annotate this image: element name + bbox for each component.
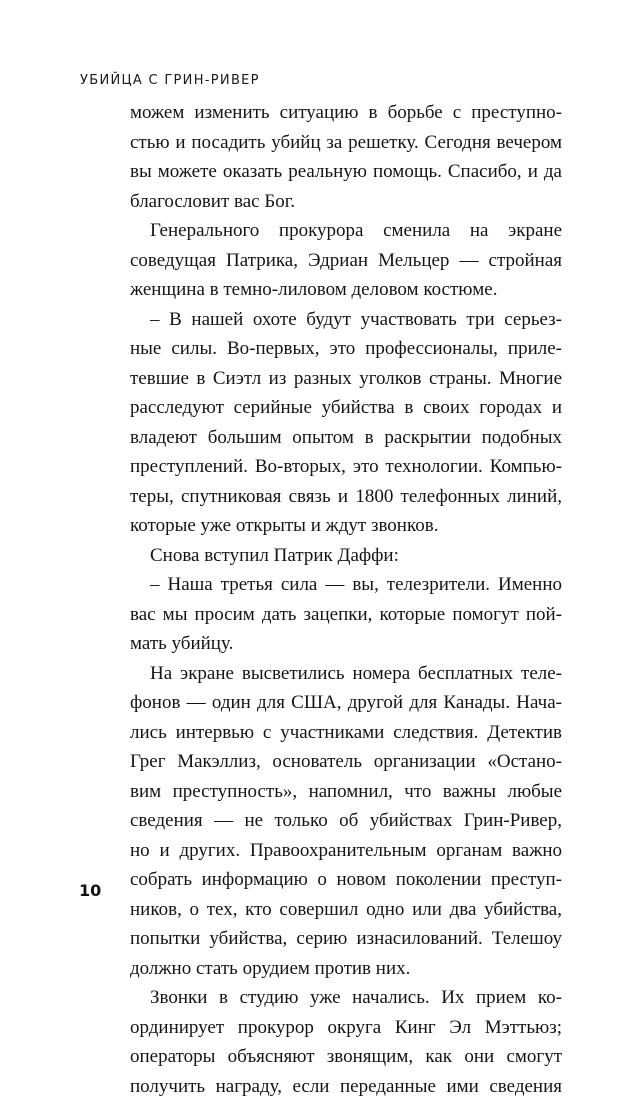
text-line: ников, о тех, кто совершил одно или два убийства, (130, 895, 562, 925)
text-line: – Наша третья сила — вы, телезрители. Именно (130, 570, 562, 600)
text-line: стью и посадить убийц за решетку. Сегодня вечером (130, 128, 562, 158)
text-line: женщина в темно-лиловом деловом костюме. (130, 275, 562, 305)
text-line: тевшие в Сиэтл из разных уголков страны. Многие (130, 364, 562, 394)
text-line: операторы объясняют звонящим, как они смогут (130, 1042, 562, 1072)
text-line: можем изменить ситуацию в борьбе с преступно- (130, 98, 562, 128)
text-line: вы можете оказать реальную помощь. Спасибо, и да (130, 157, 562, 187)
text-line: На экране высветились номера бесплатных теле- (130, 659, 562, 689)
text-line: расследуют серийные убийства в своих городах и (130, 393, 562, 423)
text-line: ординирует прокурор округа Кинг Эл Мэттьюз; (130, 1013, 562, 1043)
text-line: владеют большим опытом в раскрытии подобных (130, 423, 562, 453)
text-line: получить награду, если переданные ими сведения (130, 1072, 562, 1101)
text-line: которые уже открыты и ждут звонков. (130, 511, 562, 541)
text-line: вас мы просим дать зацепки, которые помогут пой- (130, 600, 562, 630)
page-number: 10 (79, 881, 101, 900)
text-line: благословит вас Бог. (130, 187, 562, 217)
text-line: лись интервью с участниками следствия. Детектив (130, 718, 562, 748)
body-text (130, 98, 562, 1101)
running-head: УБИЙЦА С ГРИН-РИВЕР (80, 73, 260, 88)
text-line: ные силы. Во-первых, это профессионалы, приле- (130, 334, 562, 364)
text-line: теры, спутниковая связь и 1800 телефонных линий, (130, 482, 562, 512)
text-line: но и других. Правоохранительным органам важно (130, 836, 562, 866)
text-line: соведущая Патрика, Эдриан Мельцер — стройная (130, 246, 562, 276)
text-line: мать убийцу. (130, 629, 562, 659)
text-line: должно стать орудием против них. (130, 954, 562, 984)
text-line: попытки убийства, серию изнасилований. Телешоу (130, 924, 562, 954)
text-line: фонов — один для США, другой для Канады. Нача- (130, 688, 562, 718)
text-line: сведения — не только об убийствах Грин-Ривер, (130, 806, 562, 836)
text-line: собрать информацию о новом поколении преступ- (130, 865, 562, 895)
text-line: Генерального прокурора сменила на экране (130, 216, 562, 246)
text-line: Звонки в студию уже начались. Их прием ко- (130, 983, 562, 1013)
text-line: вим преступность», напомнил, что важны любые (130, 777, 562, 807)
text-line: Снова вступил Патрик Даффи: (130, 541, 562, 571)
text-line: Грег Макэллиз, основатель организации «Остано- (130, 747, 562, 777)
text-line: преступлений. Во-вторых, это технологии. Компью- (130, 452, 562, 482)
text-line: – В нашей охоте будут участвовать три серьез- (130, 305, 562, 335)
